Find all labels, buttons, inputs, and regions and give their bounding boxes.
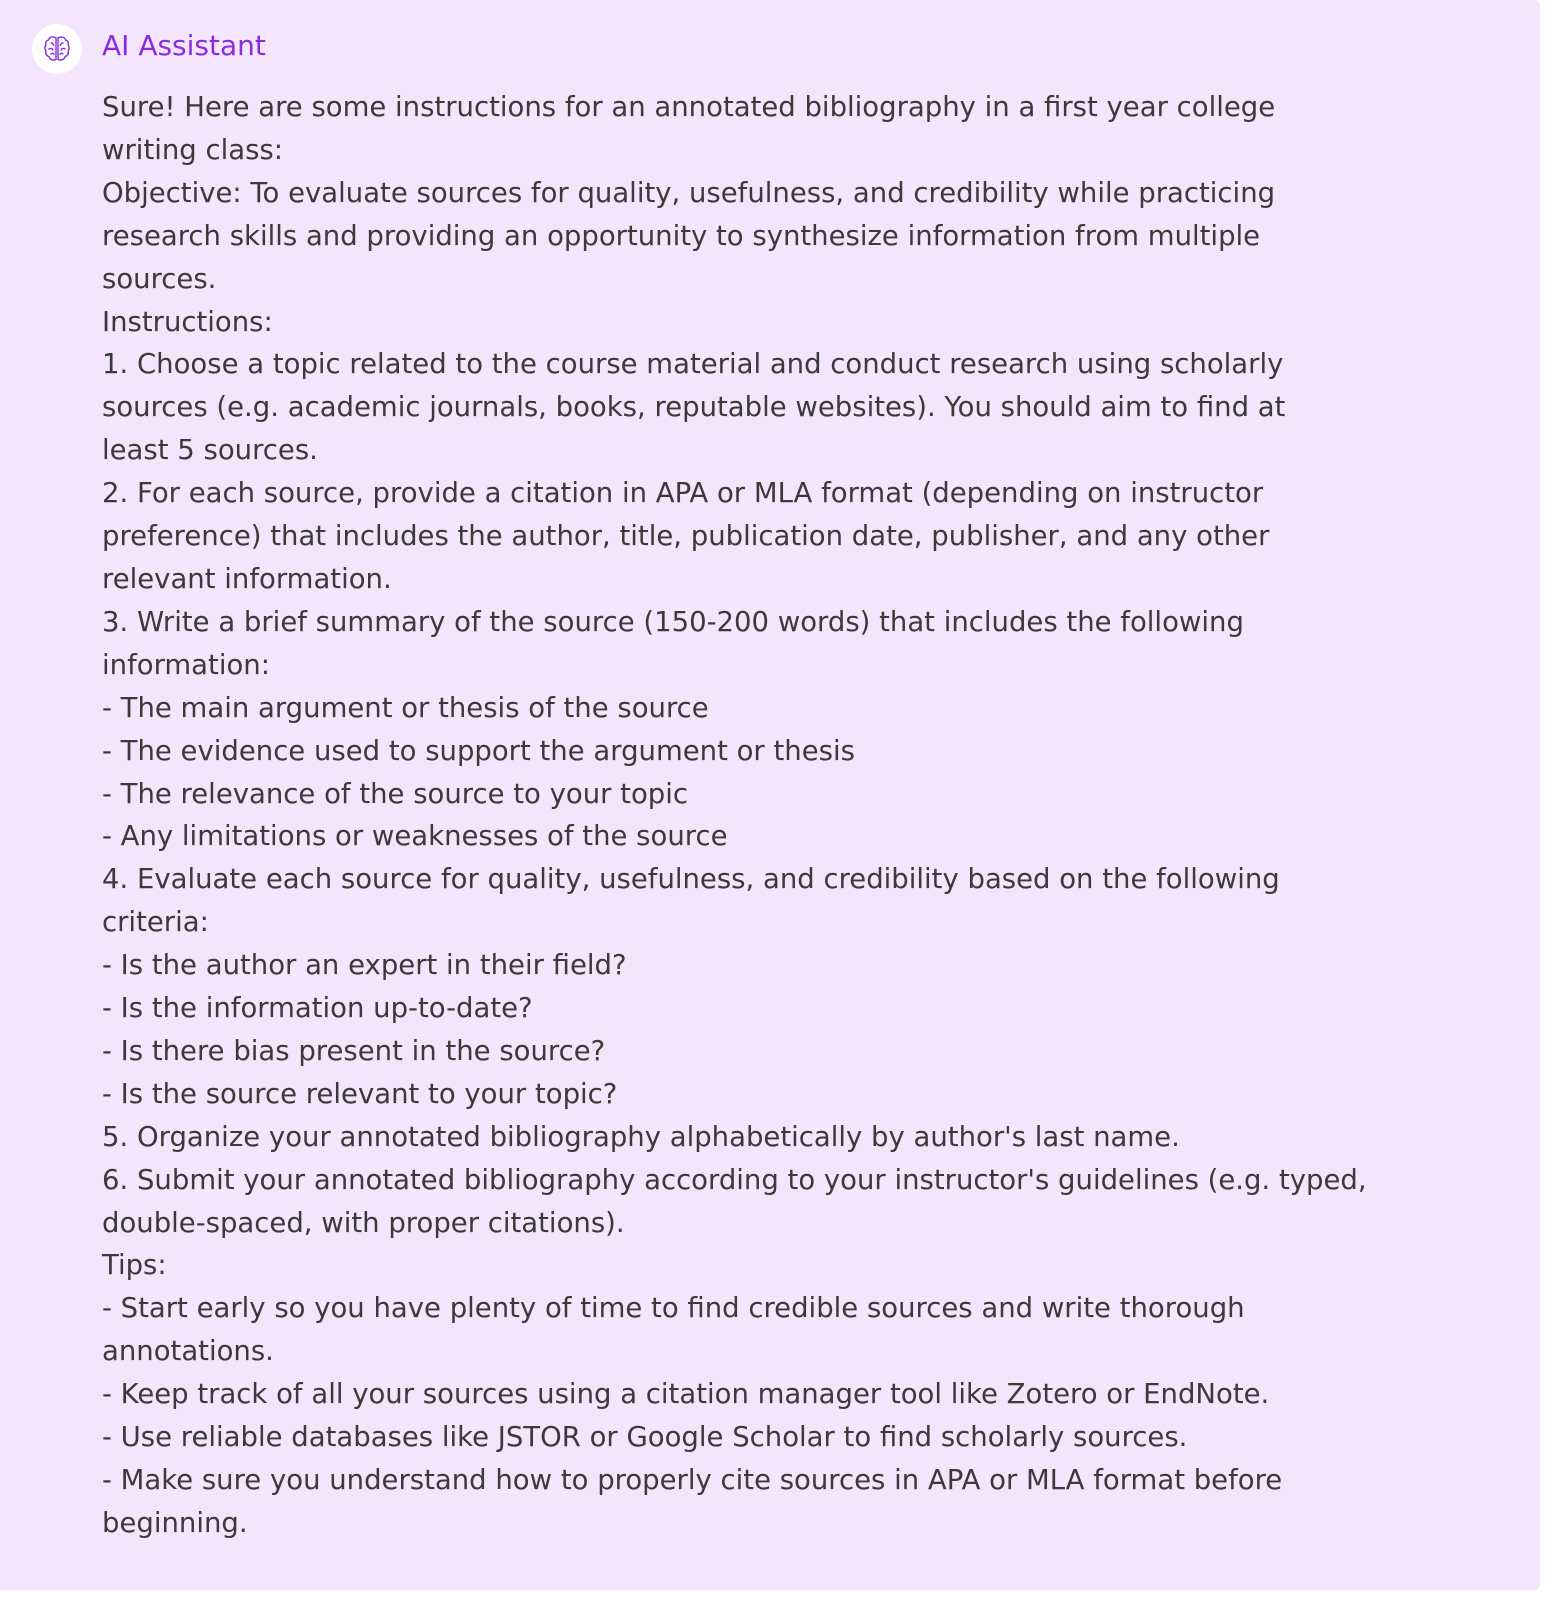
message-line: double-spaced, with proper citations). xyxy=(102,1206,625,1239)
message-line: 5. Organize your annotated bibliography alphabetically by author's last name. xyxy=(102,1120,1180,1153)
sender-name: AI Assistant xyxy=(102,29,266,62)
message-line: sources (e.g. academic journals, books, reputable websites). You should aim to find at xyxy=(102,391,1286,424)
message-line: relevant information. xyxy=(102,562,392,595)
message-line: - Make sure you understand how to properly cite sources in APA or MLA format before xyxy=(102,1464,1283,1496)
message-line: beginning. xyxy=(102,1506,248,1539)
message-line: sources. xyxy=(102,262,217,295)
message-line: - Any limitations or weaknesses of the source xyxy=(102,820,728,853)
message-line: criteria: xyxy=(102,906,209,939)
message-line: - Use reliable databases like JSTOR or Google Scholar to find scholarly sources. xyxy=(102,1421,1188,1454)
message-line: writing class: xyxy=(102,133,284,166)
message-line: 1. Choose a topic related to the course material and conduct research using scholarly xyxy=(102,348,1284,381)
message-line: Objective: To evaluate sources for quality, usefulness, and credibility while practicing xyxy=(102,176,1276,209)
message-line: Tips: xyxy=(102,1249,167,1282)
message-line: 6. Submit your annotated bibliography according to your instructor's guidelines (e.g. typed, xyxy=(102,1163,1367,1196)
message-line: 4. Evaluate each source for quality, usefulness, and credibility based on the following xyxy=(102,863,1280,896)
message-line: 3. Write a brief summary of the source (150-200 words) that includes the following xyxy=(102,605,1244,638)
message-line: - Is the source relevant to your topic? xyxy=(102,1077,618,1110)
message-line: Instructions: xyxy=(102,305,273,338)
message-line: 2. For each source, provide a citation in APA or MLA format (depending on instructor xyxy=(102,477,1264,510)
brain-icon xyxy=(40,32,74,66)
message-body xyxy=(102,86,1432,1545)
message-line: information: xyxy=(102,648,270,681)
message-line: annotations. xyxy=(102,1335,274,1368)
message-line: - Start early so you have plenty of time to find credible sources and write thorough xyxy=(102,1292,1245,1325)
message-line: - The evidence used to support the argument or thesis xyxy=(102,734,855,767)
message-line: preference) that includes the author, title, publication date, publisher, and any other xyxy=(102,520,1270,553)
message-line: - Is the information up-to-date? xyxy=(102,992,533,1025)
message-line: - Is the author an expert in their field? xyxy=(102,949,627,982)
message-line: least 5 sources. xyxy=(102,434,318,467)
message-line: - The main argument or thesis of the source xyxy=(102,691,709,724)
message-line: - The relevance of the source to your topic xyxy=(102,777,688,810)
message-line: research skills and providing an opportunity to synthesize information from multiple xyxy=(102,219,1261,252)
assistant-avatar xyxy=(32,24,82,74)
message-line: Sure! Here are some instructions for an annotated bibliography in a first year college xyxy=(102,91,1276,123)
message-line: - Keep track of all your sources using a citation manager tool like Zotero or EndNote. xyxy=(102,1378,1270,1411)
message-line: - Is there bias present in the source? xyxy=(102,1034,606,1067)
